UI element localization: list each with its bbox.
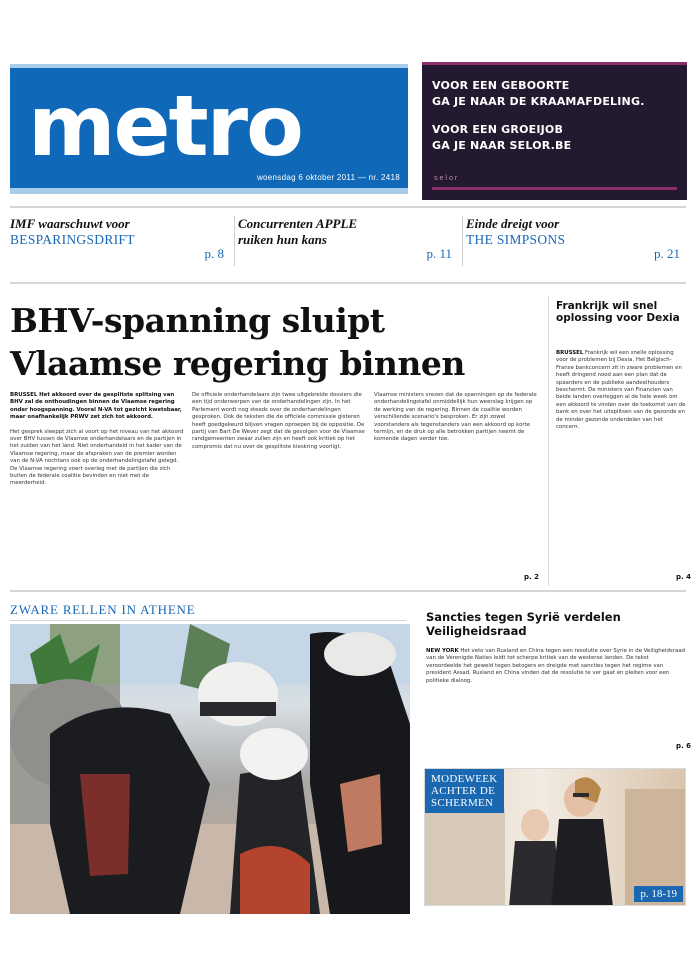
teaser-line2: BESPARINGSDRIFT xyxy=(10,232,135,247)
metro-logo[interactable]: metro xyxy=(28,77,302,175)
side-dateword: BRUSSEL xyxy=(556,350,584,356)
ad-brand: selor xyxy=(434,175,460,182)
lead-column-3-text: Vlaamse ministers vrezen dat de spanningen op de federale onderhandelingstafel onmiddellijk hun weerslag krijgen op de werking van de regering. Binnen de coalitie worden verschillende scenario's besproken. Er zijn zowel voorstanders als tegenstanders van een akkoord op korte termijn, en de druk op alle betrokken partijen neemt de komende dagen verder toe. xyxy=(374,392,537,443)
masthead xyxy=(10,64,408,194)
teaser-imf[interactable] xyxy=(10,216,230,268)
syria-dateword: NEW YORK xyxy=(426,648,459,654)
teaser-line2: THE SIMPSONS xyxy=(466,232,566,247)
column-divider xyxy=(548,296,549,586)
fashion-page-ref[interactable]: p. 18-19 xyxy=(634,886,683,902)
divider xyxy=(10,282,686,284)
fashion-week-teaser[interactable] xyxy=(424,768,686,906)
masthead-bar xyxy=(10,188,408,194)
ad-line: VOOR EEN GEBOORTE xyxy=(432,79,570,92)
teaser-line1: Einde dreigt voor xyxy=(466,216,560,231)
syria-page-ref[interactable]: p. 6 xyxy=(676,742,691,750)
fashion-label-line1: MODEWEEK xyxy=(431,773,498,785)
teaser-page: p. 21 xyxy=(654,246,680,261)
side-text: Frankrijk wil een snelle oplossing voor de problemen bij Dexia. Het Belgisch-Franse bankconcern zit in zware problemen en heeft dringend nood aan een plan dat de spaarders en de publieke aandeelhouders beschermt. De ministers van Financien van beide landen overleggen al de hele week om een akkoord te vinden over de toekomst van de bank en over het uitsplitsen van de gezonde en de minder gezonde onderdelen van het concern. xyxy=(556,350,686,431)
teaser-line2: ruiken hun kans xyxy=(238,232,327,247)
lead-column-3 xyxy=(374,392,540,572)
teaser-separator xyxy=(234,216,235,266)
teaser-apple[interactable] xyxy=(238,216,458,268)
teaser-page: p. 8 xyxy=(204,246,224,261)
lead-column-2 xyxy=(192,392,368,582)
lead-headline[interactable] xyxy=(10,300,540,386)
fashion-label-line3: SCHERMEN xyxy=(431,797,494,809)
ad-line: GA JE NAAR SELOR.BE xyxy=(432,139,572,152)
lead-headline-line2: Vlaamse regering binnen xyxy=(10,343,465,383)
lead-column-1 xyxy=(10,392,186,582)
ad-footer-bar xyxy=(432,187,677,190)
side-headline[interactable]: Frankrijk wil snel oplossing voor Dexia xyxy=(556,300,680,324)
teaser-page: p. 11 xyxy=(426,246,452,261)
fashion-label-line2: ACHTER DE xyxy=(431,785,496,797)
divider xyxy=(10,590,686,592)
lead-column-2-text: De officiele onderhandelaars zijn twee uitgebreide dossiers die een tijd onderwerpen van de onderhandelingen zijn. In het Parlement wordt nog steeds over de onderhandelingen gesproken. Ook de teksten die de officiele commissie gisteren heeft goedgekeurd blijven vragen oproepen bij de oppositie. De partij van Bart De Wever zegt dat de gevolgen voor de Vlaamse randgemeenten zwaar zullen zijn en heeft ook kritiek op het compromis dat nu over de gesplitste kieskring voorligt. xyxy=(192,392,365,450)
lead-column-1-text: Het gesprek sleeppt zich al voort op het niveau van het akkoord over BHV tussen de Vlaamse onderhandelaars en de partijen in het zuiden van het land. Niet onderhandeld in het kader van de Vlaamse regering, maar de afspraken van de premier worden van de N-VA nochtans ook op de onderhandelingstafel gelegd. De Vlaamse regering voert overleg met de partijen die zich buiten de federale coalitie bevinden en niet met de meerderheid. xyxy=(10,428,184,487)
syria-text: Het veto van Rusland en China tegen een resolutie over Syrie in de Veiligheidsraad van de Verenigde Naties leidt tot scherpe kritiek van de westerse landen. De tekst veroordeelde het geweld tegen betogers en dreigde met sancties tegen het regime van president Assad. Rusland en China vinden dat de resolutie te ver gaat en pleiten voor een politieke dialoog. xyxy=(426,648,685,684)
selor-advertisement[interactable] xyxy=(422,62,687,200)
lead-page-ref[interactable]: p. 2 xyxy=(524,573,539,581)
lead-intro: BRUSSEL Het akkoord over de gesplitste splitsing van BHV zal de onthoudingen binnen de Vlaamse regering onder hoogspanning. Vooral N-VA tot gezicht kwetsbaar, maar onafhankelijk PRWV zet zich tot akkoord. xyxy=(10,392,182,421)
teaser-line1: Concurrenten APPLE xyxy=(238,216,358,231)
side-body xyxy=(556,350,686,572)
photo-caption-rule xyxy=(10,620,406,621)
fashion-label xyxy=(425,769,504,813)
teaser-simpsons[interactable] xyxy=(466,216,686,268)
ad-line: VOOR EEN GROEIJOB xyxy=(432,123,564,136)
athens-riot-photo[interactable] xyxy=(10,624,410,914)
side-page-ref[interactable]: p. 4 xyxy=(676,573,691,581)
teaser-line1: IMF waarschuwt voor xyxy=(10,216,130,231)
dateline: woensdag 6 oktober 2011 — nr. 2418 xyxy=(256,173,400,182)
riot-photo-illustration xyxy=(10,624,410,914)
divider xyxy=(10,206,686,208)
teaser-separator xyxy=(462,216,463,266)
syria-headline[interactable]: Sancties tegen Syrië verdelen Veiligheidsraad xyxy=(426,610,621,638)
lead-headline-line1: BHV-spanning sluipt xyxy=(10,301,385,340)
photo-caption: ZWARE RELLEN IN ATHENE xyxy=(10,602,196,617)
syria-body xyxy=(426,648,686,736)
ad-line: GA JE NAAR DE KRAAMAFDELING. xyxy=(432,95,645,108)
